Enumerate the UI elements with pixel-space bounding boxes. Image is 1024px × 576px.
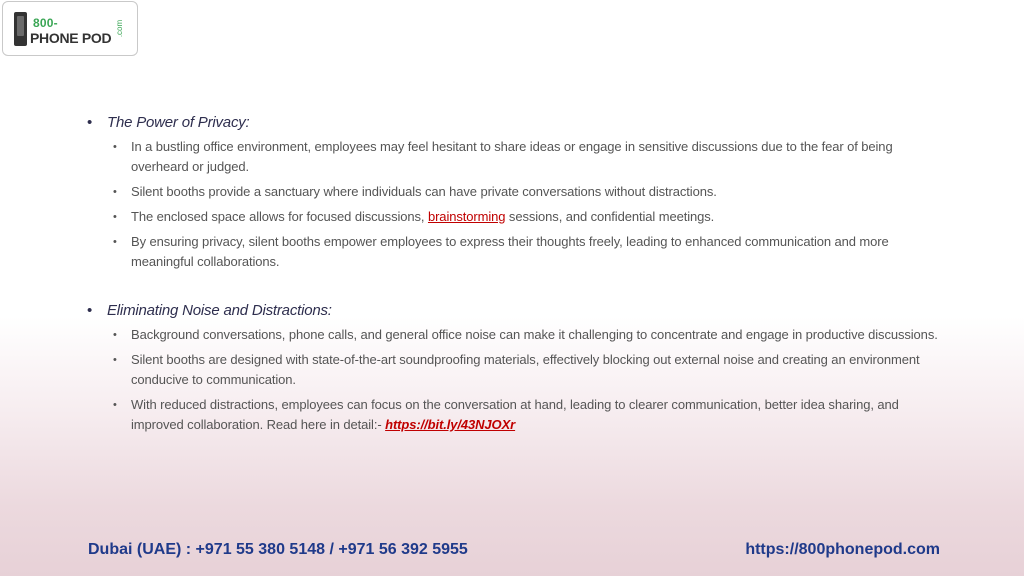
item-text: By ensuring privacy, silent booths empower employees to express their thoughts freely, leading to enhanced communication and more meaningful collaborations. [131, 234, 889, 269]
item-text: The enclosed space allows for focused discussions, [131, 209, 428, 224]
list-item [87, 232, 947, 272]
item-text: Background conversations, phone calls, and general office noise can make it challenging to concentrate and engage in productive discussions. [131, 327, 938, 342]
brainstorming-link[interactable]: brainstorming [427, 209, 506, 224]
list-item [87, 137, 947, 177]
list-item [87, 350, 947, 390]
contact-phone-text: Dubai (UAE) : +971 55 380 5148 / +971 56 392 5955 [88, 541, 468, 558]
list-item [87, 182, 947, 202]
phone-booth-icon [14, 12, 27, 46]
brand-logo[interactable] [2, 1, 138, 56]
logo-domain: .com [115, 19, 125, 38]
section-heading [87, 114, 947, 131]
bullet-icon: • [113, 329, 117, 341]
list-item [87, 207, 947, 227]
bullet-icon: • [113, 236, 117, 248]
bullet-list [87, 137, 947, 272]
detail-link[interactable]: https://bit.ly/43NJOXr [385, 417, 516, 432]
bullet-icon: • [87, 114, 93, 131]
list-item [87, 395, 947, 435]
bullet-icon: • [87, 302, 93, 319]
section-heading [87, 302, 947, 319]
item-text: Silent booths provide a sanctuary where individuals can have private conversations without distractions. [131, 184, 717, 199]
logo-brand: PHONE POD [30, 30, 112, 46]
item-text: With reduced distractions, employees can focus on the conversation at hand, leading to clearer communication, better idea sharing, and improved collaboration. Read here in detail:- [131, 397, 899, 432]
heading-text: Eliminating Noise and Distractions: [107, 302, 332, 319]
heading-text: The Power of Privacy: [107, 114, 250, 131]
item-text: Silent booths are designed with state-of-the-art soundproofing materials, effectively blocking out external noise and creating an environment conducive to communication. [131, 352, 920, 387]
bullet-icon: • [113, 399, 117, 411]
bullet-icon: • [113, 354, 117, 366]
section-privacy [87, 114, 947, 272]
bullet-icon: • [113, 186, 117, 198]
section-noise [87, 302, 947, 435]
item-text: In a bustling office environment, employees may feel hesitant to share ideas or engage in sensitive discussions due to the fear of being overheard or judged. [131, 139, 893, 174]
website-link[interactable]: https://800phonepod.com [745, 541, 940, 558]
bullet-icon: • [113, 211, 117, 223]
bullet-list [87, 325, 947, 435]
logo-number: 800- [33, 16, 58, 30]
item-text: sessions, and confidential meetings. [505, 209, 715, 224]
main-content [87, 114, 947, 465]
list-item [87, 325, 947, 345]
bullet-icon: • [113, 141, 117, 153]
